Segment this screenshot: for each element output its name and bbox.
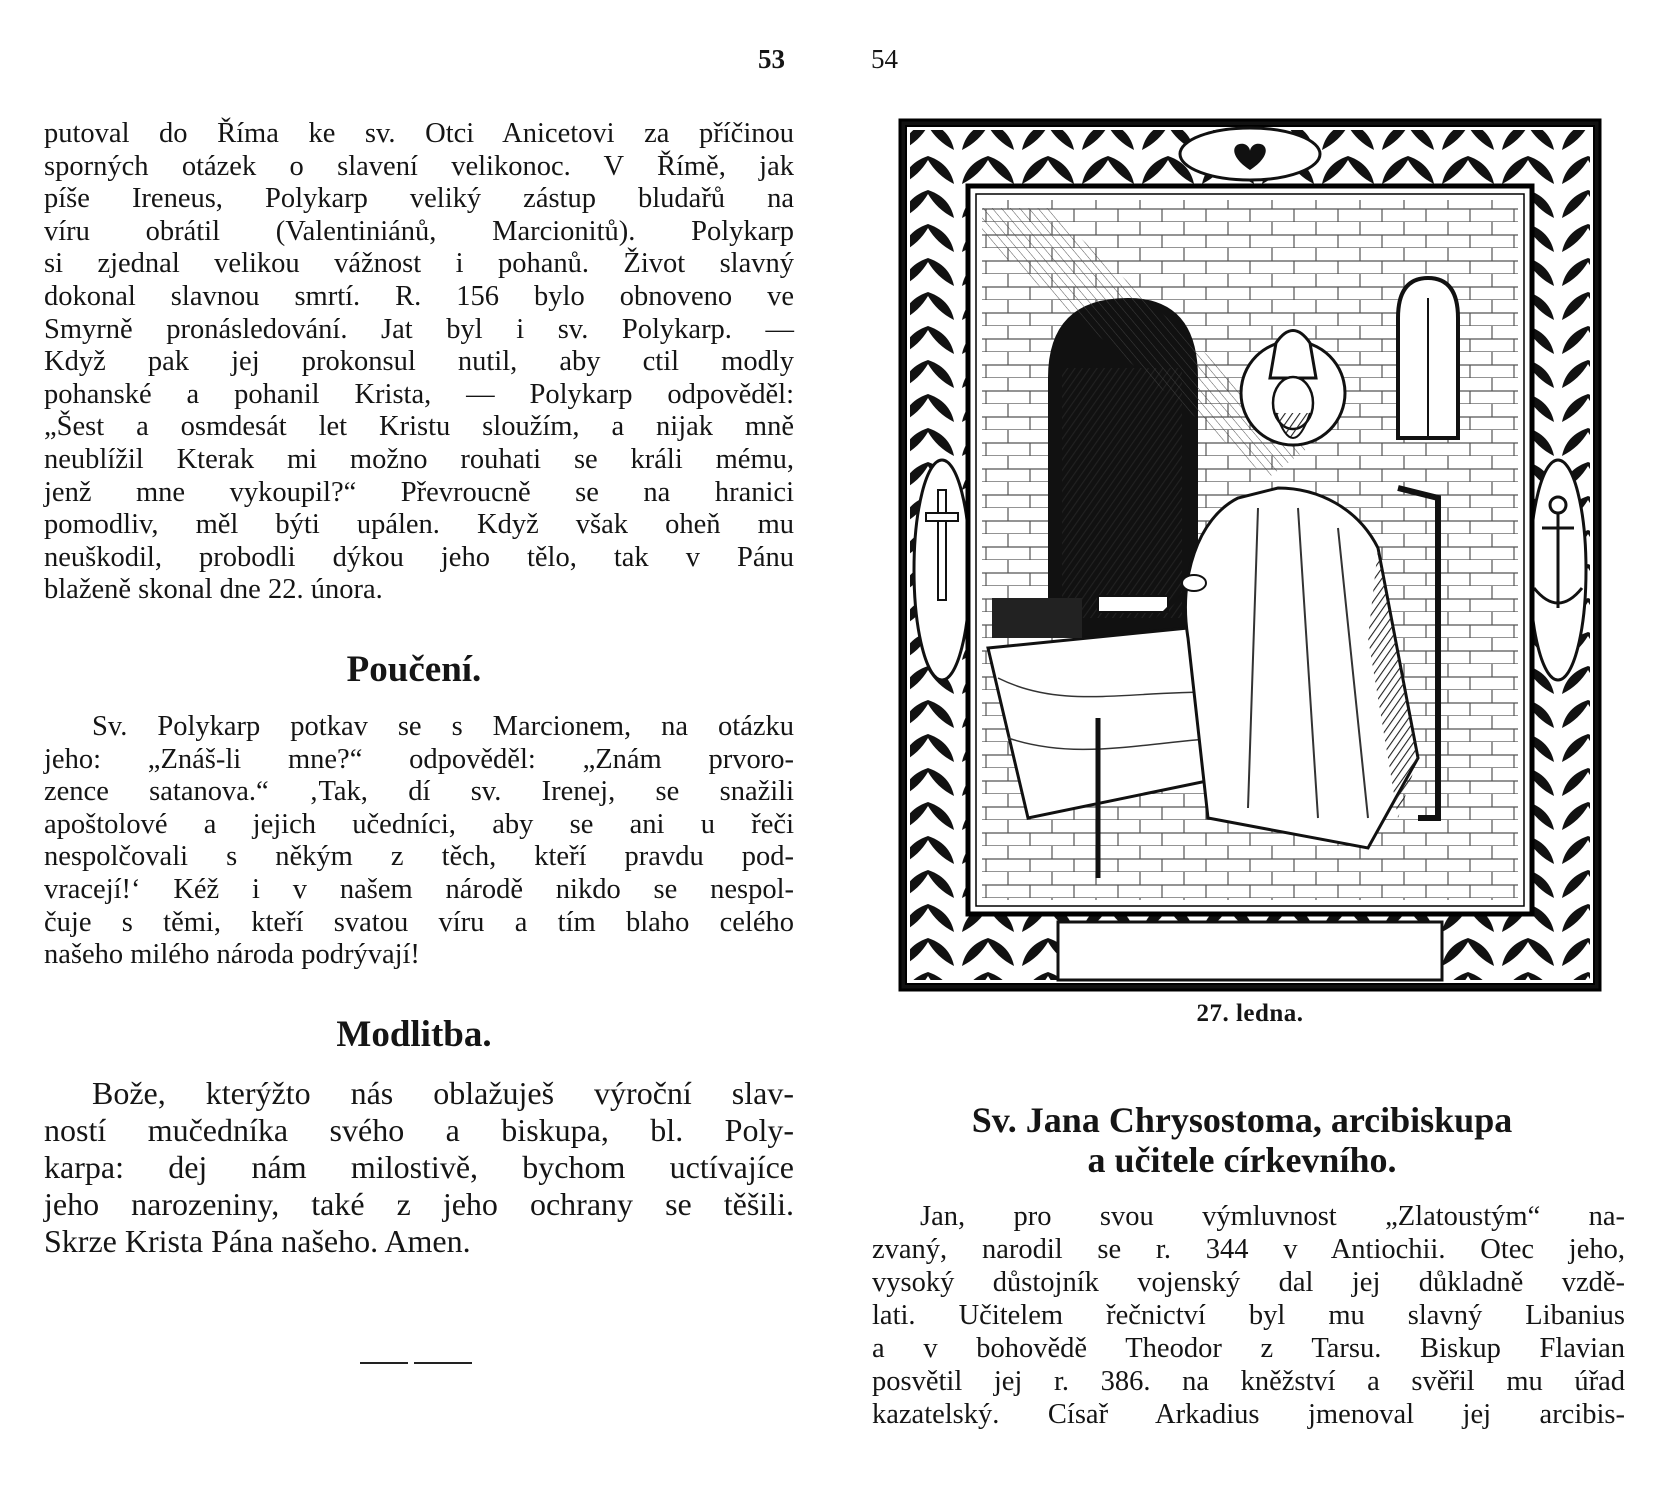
- biography-paragraph: [872, 1200, 1625, 1431]
- text-line: neublížil Kterak mi možno rouhati se králi mému,: [44, 443, 794, 475]
- text-line: kazatelský. Císař Arkadius jmenoval jej arcibis-: [872, 1399, 1625, 1430]
- text-line: ností mučedníka svého a biskupa, bl. Poly-: [44, 1112, 794, 1148]
- text-line: putoval do Říma ke sv. Otci Anicetovi za příčinou: [44, 118, 794, 149]
- text-line: Sv. Polykarp potkav se s Marcionem, na otázku: [92, 711, 794, 742]
- text-line: pomodliv, měl býti upálen. Když však oheň mu: [44, 509, 794, 541]
- scene: [982, 200, 1518, 900]
- text-line: Skrze Krista Pána našeho. Amen.: [44, 1223, 471, 1259]
- text-line: víru obrátil (Valentiniánů, Marcionitů). Polykarp: [44, 215, 794, 247]
- prayer-paragraph: [44, 1075, 794, 1260]
- text-line: apoštolové a jejich učedníci, aby se ani u řeči: [44, 808, 794, 840]
- chapter-title-line: Sv. Jana Chrysostoma, arcibiskupa: [971, 1100, 1513, 1140]
- text-line: lati. Učitelem řečnictví byl mu slavný Libanius: [872, 1300, 1625, 1331]
- section-heading-lesson: Poučení.: [346, 649, 482, 690]
- text-line: našeho milého národa podrývají!: [44, 939, 420, 971]
- text-line: jeho narozeniny, také z jeho ochrany se těšili.: [44, 1186, 794, 1222]
- text-line: dokonal slavnou smrtí. R. 156 bylo obnoveno ve: [44, 280, 794, 312]
- text-line: neuškodil, probodli dýkou jeho tělo, tak v Pánu: [44, 541, 794, 573]
- engraving-frame: [898, 118, 1602, 1054]
- text-line: sporných otázek o slavení velikonoc. V Římě, jak: [44, 150, 794, 182]
- illustration-caption: 27. ledna.: [1196, 1000, 1304, 1027]
- text-line: píše Ireneus, Polykarp veliký zástup bludařů na: [44, 183, 794, 215]
- chapter-title: [828, 1100, 1656, 1180]
- lesson-paragraph: [44, 711, 794, 972]
- text-line: a v bohovědě Theodor z Tarsu. Biskup Flavian: [872, 1333, 1625, 1364]
- chapter-title-line: a učitele církevního.: [1087, 1140, 1397, 1180]
- text-line: Smyrně pronásledování. Jat byl i sv. Polykarp. —: [44, 313, 794, 345]
- text-line: jenž mne vykoupil?“ Převroucně se na hranici: [44, 476, 794, 508]
- text-line: vracejí!‘ Kéž i v našem národě nikdo se nespol-: [44, 873, 794, 905]
- text-line: Jan, pro svou výmluvnost „Zlatoustým“ na-: [920, 1201, 1625, 1232]
- saint-illustration: [898, 118, 1602, 1054]
- text-line: Bože, kterýžto nás oblažuješ výroční slav-: [92, 1075, 794, 1111]
- page-number: 53: [758, 44, 785, 74]
- text-line: zence satanova.“ ‚Tak, dí sv. Irenej, se snažili: [44, 776, 794, 808]
- text-line: nespolčovali s někým z těch, kteří pravdu pod-: [44, 841, 794, 873]
- page-number: 54: [871, 44, 898, 74]
- text-line: pohanské a pohanil Krista, — Polykarp odpověděl:: [44, 378, 794, 410]
- text-line: Když pak jej prokonsul nutil, aby ctil modly: [44, 346, 794, 378]
- text-line: vysoký důstojník vojenský dal jej důkladně vzdě-: [872, 1267, 1625, 1298]
- text-line: blaženě skonal dne 22. února.: [44, 574, 383, 606]
- text-line: čuje s těmi, kteří svatou víru a tím blaho celého: [44, 906, 794, 938]
- right-page: [828, 0, 1656, 1500]
- text-line: jeho: „Znáš-li mne?“ odpověděl: „Znám prvoro-: [44, 743, 794, 775]
- end-divider: [360, 1362, 472, 1364]
- text-line: karpa: dej nám milostivě, bychom uctívajíce: [44, 1149, 794, 1185]
- text-line: „Šest a osmdesát let Kristu sloužím, a nijak mně: [44, 411, 794, 443]
- intro-paragraph: [44, 118, 794, 607]
- text-line: si zjednal velikou vážnost i pohanů. Život slavný: [44, 248, 794, 280]
- text-line: posvětil jej r. 386. na kněžství a svěřil mu úřad: [872, 1366, 1625, 1397]
- section-heading-prayer: Modlitba.: [336, 1014, 492, 1055]
- text-line: zvaný, narodil se r. 344 v Antiochii. Otec jeho,: [872, 1234, 1625, 1265]
